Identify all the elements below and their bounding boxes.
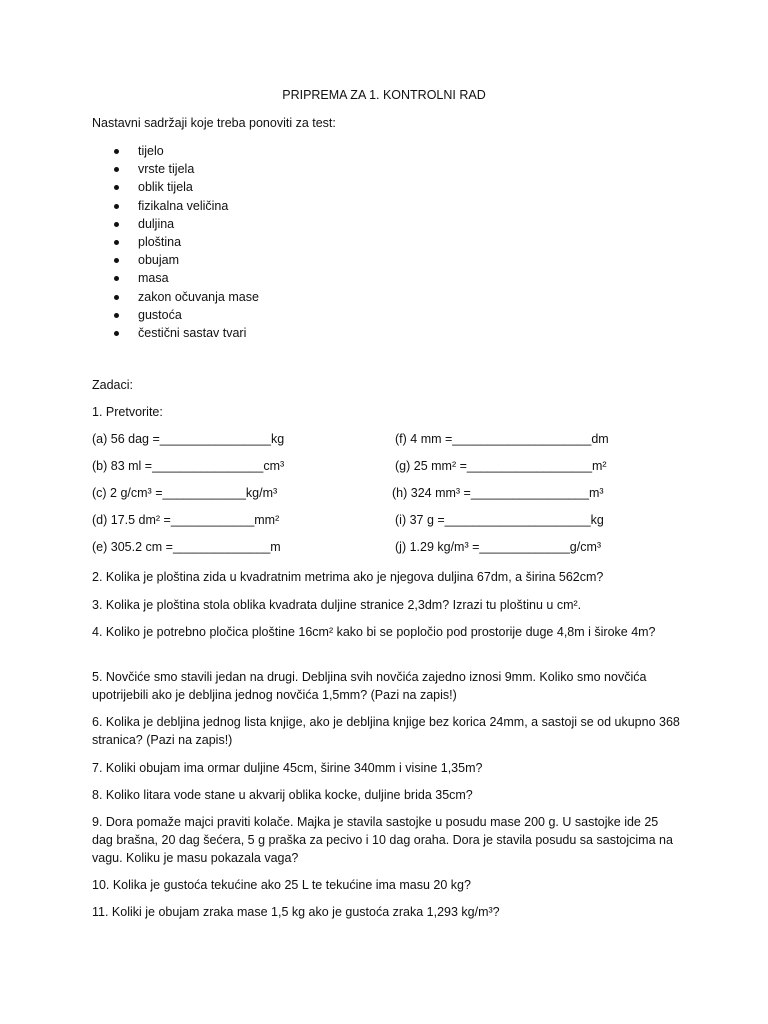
conversion-row	[92, 459, 692, 475]
bullet-icon	[114, 185, 119, 190]
bullet-icon	[114, 167, 119, 172]
question-6: 6. Kolika je debljina jednog lista knjige, ako je debljina knjige bez korica 24mm, a sastoji se od ukupno 368 stranica? (Pazi na zapis!)	[92, 715, 680, 747]
conversion-row	[92, 513, 692, 529]
question-11: 11. Koliki je obujam zraka mase 1,5 kg ako je gustoća zraka 1,293 kg/m³?	[92, 905, 500, 919]
conversion-right: (i) 37 g =_____________________kg	[395, 513, 604, 527]
topic-item: obujam	[92, 251, 259, 269]
question-9: 9. Dora pomaže majci praviti kolače. Majka je stavila sastojke u posudu mase 200 g. U sastojke ide 25 dag brašna, 20 dag šećera, 5 g praška za pecivo i 10 dag oraha. Dora je stavila posudu sa sastojcima na vagu. Koliku je masu pokazala vaga?	[92, 815, 673, 865]
bullet-icon	[114, 295, 119, 300]
topic-item: masa	[92, 269, 259, 287]
topic-item: zakon očuvanja mase	[92, 288, 259, 306]
conversion-row	[92, 432, 692, 448]
topic-item: vrste tijela	[92, 160, 259, 178]
tasks-heading: Zadaci:	[92, 378, 133, 392]
conversion-right: (f) 4 mm =____________________dm	[395, 432, 609, 446]
bullet-icon	[114, 331, 119, 336]
conversion-row	[92, 540, 692, 556]
question-2: 2. Kolika je ploština zida u kvadratnim metrima ako je njegova duljina 67dm, a širina 562cm?	[92, 570, 604, 584]
question-5: 5. Novčiće smo stavili jedan na drugi. Debljina svih novčića zajedno iznosi 9mm. Koliko smo novčića upotrijebili ako je debljina jednog novčića 1,5mm? (Pazi na zapis!)	[92, 670, 647, 702]
bullet-icon	[114, 240, 119, 245]
topic-item: oblik tijela	[92, 178, 259, 196]
conversion-left: (d) 17.5 dm² =____________mm²	[92, 513, 280, 527]
question-3: 3. Kolika je ploština stola oblika kvadrata duljine stranice 2,3dm? Izrazi tu ploštinu u cm².	[92, 598, 582, 612]
bullet-icon	[114, 204, 119, 209]
conversion-right: (g) 25 mm² =__________________m²	[395, 459, 607, 473]
topic-item: duljina	[92, 215, 259, 233]
topic-item: čestični sastav tvari	[92, 324, 259, 342]
question-10: 10. Kolika je gustoća tekućine ako 25 L te tekućine ima masu 20 kg?	[92, 878, 471, 892]
task1-heading: 1. Pretvorite:	[92, 405, 163, 419]
bullet-icon	[114, 276, 119, 281]
topic-item: tijelo	[92, 142, 259, 160]
bullet-icon	[114, 313, 119, 318]
topic-item: gustoća	[92, 306, 259, 324]
conversion-left: (a) 56 dag =________________kg	[92, 432, 285, 446]
question-4: 4. Koliko je potrebno pločica ploštine 16cm² kako bi se popločio pod prostorije duge 4,8m i široke 4m?	[92, 625, 656, 639]
bullet-icon	[114, 222, 119, 227]
conversion-left: (c) 2 g/cm³ =____________kg/m³	[92, 486, 278, 500]
conversion-row	[92, 486, 692, 502]
question-7: 7. Koliki obujam ima ormar duljine 45cm, širine 340mm i visine 1,35m?	[92, 761, 483, 775]
bullet-icon	[114, 258, 119, 263]
document-title: PRIPREMA ZA 1. KONTROLNI RAD	[282, 88, 486, 102]
question-8: 8. Koliko litara vode stane u akvarij oblika kocke, duljine brida 35cm?	[92, 788, 473, 802]
conversion-right: (j) 1.29 kg/m³ =_____________g/cm³	[395, 540, 602, 554]
conversion-left: (e) 305.2 cm =______________m	[92, 540, 281, 554]
conversion-left: (b) 83 ml =________________cm³	[92, 459, 285, 473]
topic-list	[92, 142, 259, 342]
bullet-icon	[114, 149, 119, 154]
topic-item: ploština	[92, 233, 259, 251]
topic-item: fizikalna veličina	[92, 197, 259, 215]
conversion-right: (h) 324 mm³ =_________________m³	[392, 486, 604, 500]
intro-text: Nastavni sadržaji koje treba ponoviti za test:	[92, 116, 336, 130]
